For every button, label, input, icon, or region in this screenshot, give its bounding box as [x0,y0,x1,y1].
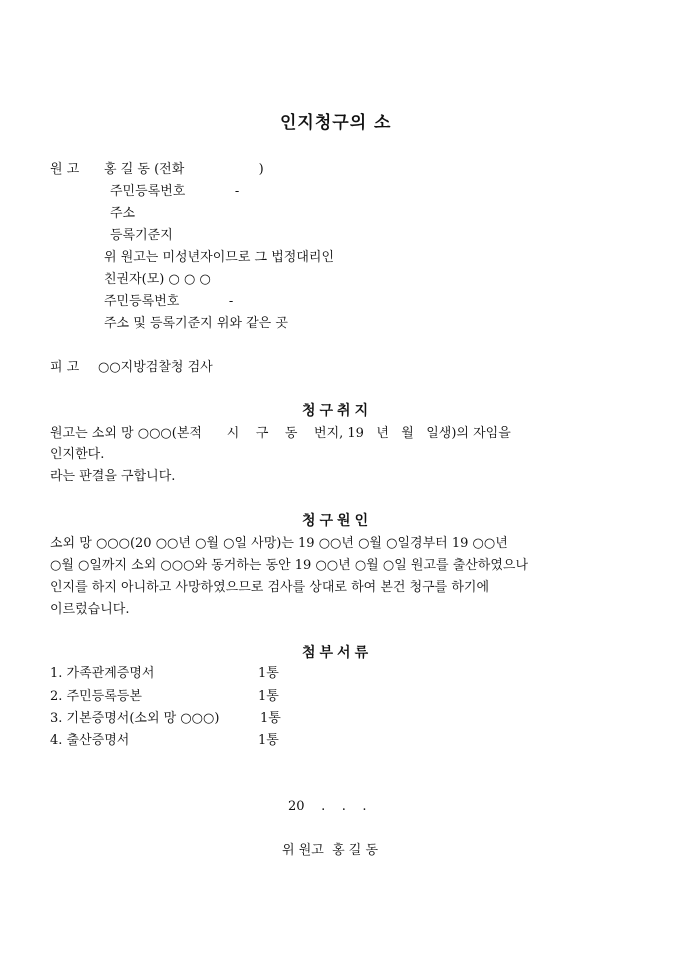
plaintiff-address: 주소 [110,206,136,221]
plaintiff-label: 원 고 [50,162,80,177]
minor-note: 위 원고는 미성년자이므로 그 법정대리인 [104,250,335,265]
purpose-line: 인지한다. [50,447,105,462]
attachment-item-name: 3. 기본증명서(소외 망 ○○○) [50,711,220,726]
guardian: 친권자(모) ○ ○ ○ [104,272,211,287]
purpose-line: 원고는 소외 망 ○○○(본적 시 구 동 번지, 19 년 월 일생)의 자임을 [50,426,511,441]
page-title: 인지청구의 소 [280,113,392,133]
attachment-item-name: 1. 가족관계증명서 [50,666,155,681]
purpose-line: 라는 판결을 구합니다. [50,469,176,484]
attachment-item-count: 1통 [258,733,279,748]
filing-date: 20 . . . [288,799,367,814]
cause-heading: 청구원인 [302,513,373,529]
cause-line: ○월 ○일까지 소외 ○○○와 동거하는 동안 19 ○○년 ○월 ○일 원고를 출산하였으나 [50,558,529,573]
defendant-label: 피 고 [50,360,80,375]
defendant-name: ○○지방검찰청 검사 [98,360,213,375]
attachment-item-name: 4. 출산증명서 [50,733,130,748]
attachment-item-name: 2. 주민등록등본 [50,689,142,704]
attachments-heading: 첨부서류 [302,645,373,661]
signature-line: 위 원고 홍 길 동 [282,843,379,858]
plaintiff-resident-number: 주민등록번호 - [110,184,240,199]
plaintiff-registry: 등록기준지 [110,228,173,243]
guardian-address: 주소 및 등록기준지 위와 같은 곳 [104,316,288,331]
cause-line: 인지를 하지 아니하고 사망하였으므로 검사를 상대로 하여 본건 청구를 하기에 [50,580,490,595]
guardian-resident-number: 주민등록번호 - [104,294,234,309]
cause-line: 이르렀습니다. [50,602,130,617]
purpose-heading: 청구취지 [302,403,373,419]
attachment-item-count: 1통 [260,711,281,726]
attachment-item-count: 1통 [258,689,279,704]
plaintiff-name: 홍 길 동 (전화 ) [104,162,264,177]
cause-line: 소외 망 ○○○(20 ○○년 ○월 ○일 사망)는 19 ○○년 ○월 ○일경부터 19 ○○년 [50,536,508,551]
attachment-item-count: 1통 [258,666,279,681]
